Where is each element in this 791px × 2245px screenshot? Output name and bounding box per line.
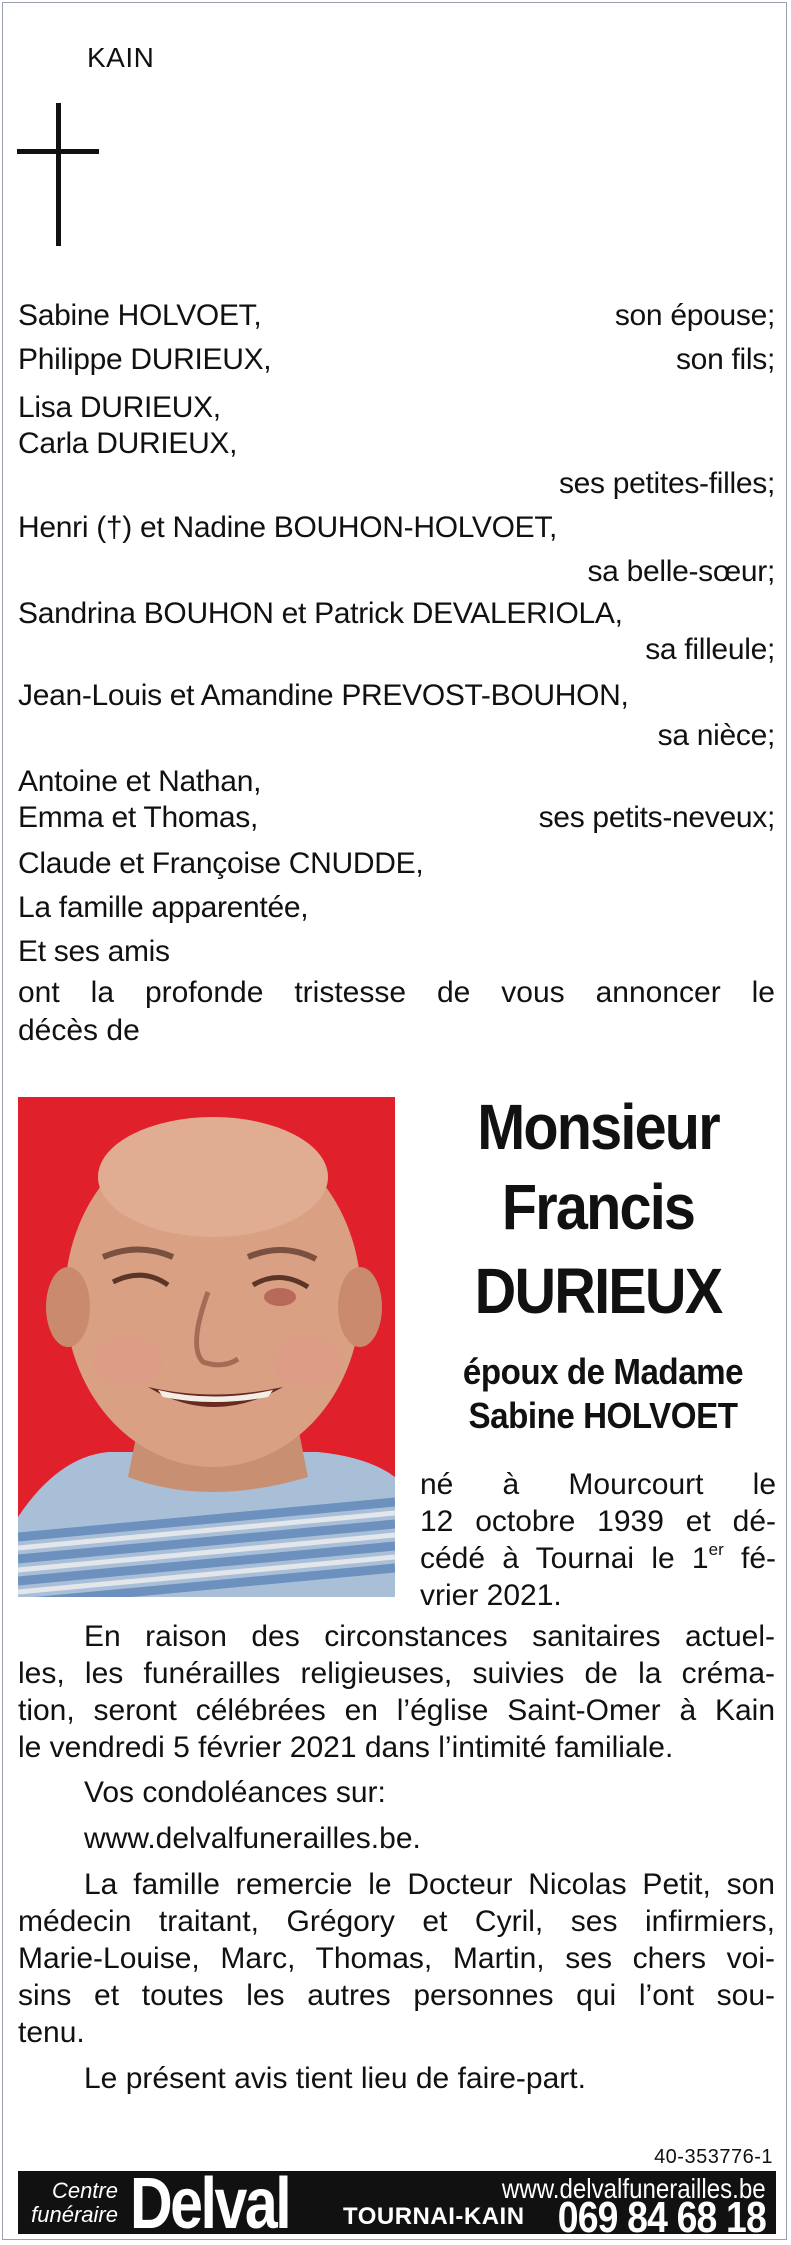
condolence-paragraph: Vos condoléances sur:	[84, 1776, 386, 1809]
death-line: vrier 2021.	[420, 1579, 562, 1612]
announcement: ont la profonde tristesse de vous annoncer le décès de	[18, 976, 775, 1047]
thanks-paragraph: La famille remercie le Docteur Nicolas Petit, son médecin traitant, Grégory et Cyril, ses infirmiers, Marie-Louise, Marc, Thomas, Martin, ses chers voi- sins et toutes les autres personnes qui l’ont sou- tenu.	[18, 1868, 775, 2049]
spouse-line: époux de Madame	[462, 1351, 744, 1392]
condolence-website: www.delvalfunerailles.be.	[84, 1822, 421, 1855]
reference-number: 40-353776-1	[654, 2146, 773, 2168]
spouse-line: Sabine HOLVOET	[468, 1395, 738, 1436]
footer-website: www.delvalfunerailles.be	[502, 2173, 766, 2204]
footer-city: TOURNAI-KAIN	[343, 2203, 525, 2230]
deceased-title-line: Monsieur	[477, 1091, 719, 1163]
delval-logo: Delval	[130, 2164, 290, 2244]
centre-label: Centre funéraire	[31, 2178, 118, 2227]
birth-line: né à Mourcourt le	[420, 1468, 776, 1501]
footer-phone: 069 84 68 18	[557, 2193, 766, 2242]
deceased-photo	[18, 1097, 395, 1597]
death-line: cédé à Tournai le 1er fé-	[420, 1540, 776, 1575]
deceased-last-name: DURIEUX	[474, 1255, 722, 1327]
funeral-home-footer	[18, 2164, 776, 2244]
deceased-first-name: Francis	[501, 1171, 695, 1243]
funeral-paragraph: En raison des circonstances sanitaires actuel- les, les funérailles religieuses, suivies de la créma- tion, seront célébrées en l’église Saint-Omer à Kain le vendredi 5 février 2021 dans l’intimité familiale.	[18, 1620, 775, 1764]
place-name: KAIN	[87, 42, 155, 73]
cross-icon	[56, 103, 61, 246]
cross-icon-bar	[17, 149, 99, 154]
birth-line: 12 octobre 1939 et dé-	[420, 1505, 776, 1538]
closing-paragraph: Le présent avis tient lieu de faire-part.	[84, 2062, 586, 2095]
